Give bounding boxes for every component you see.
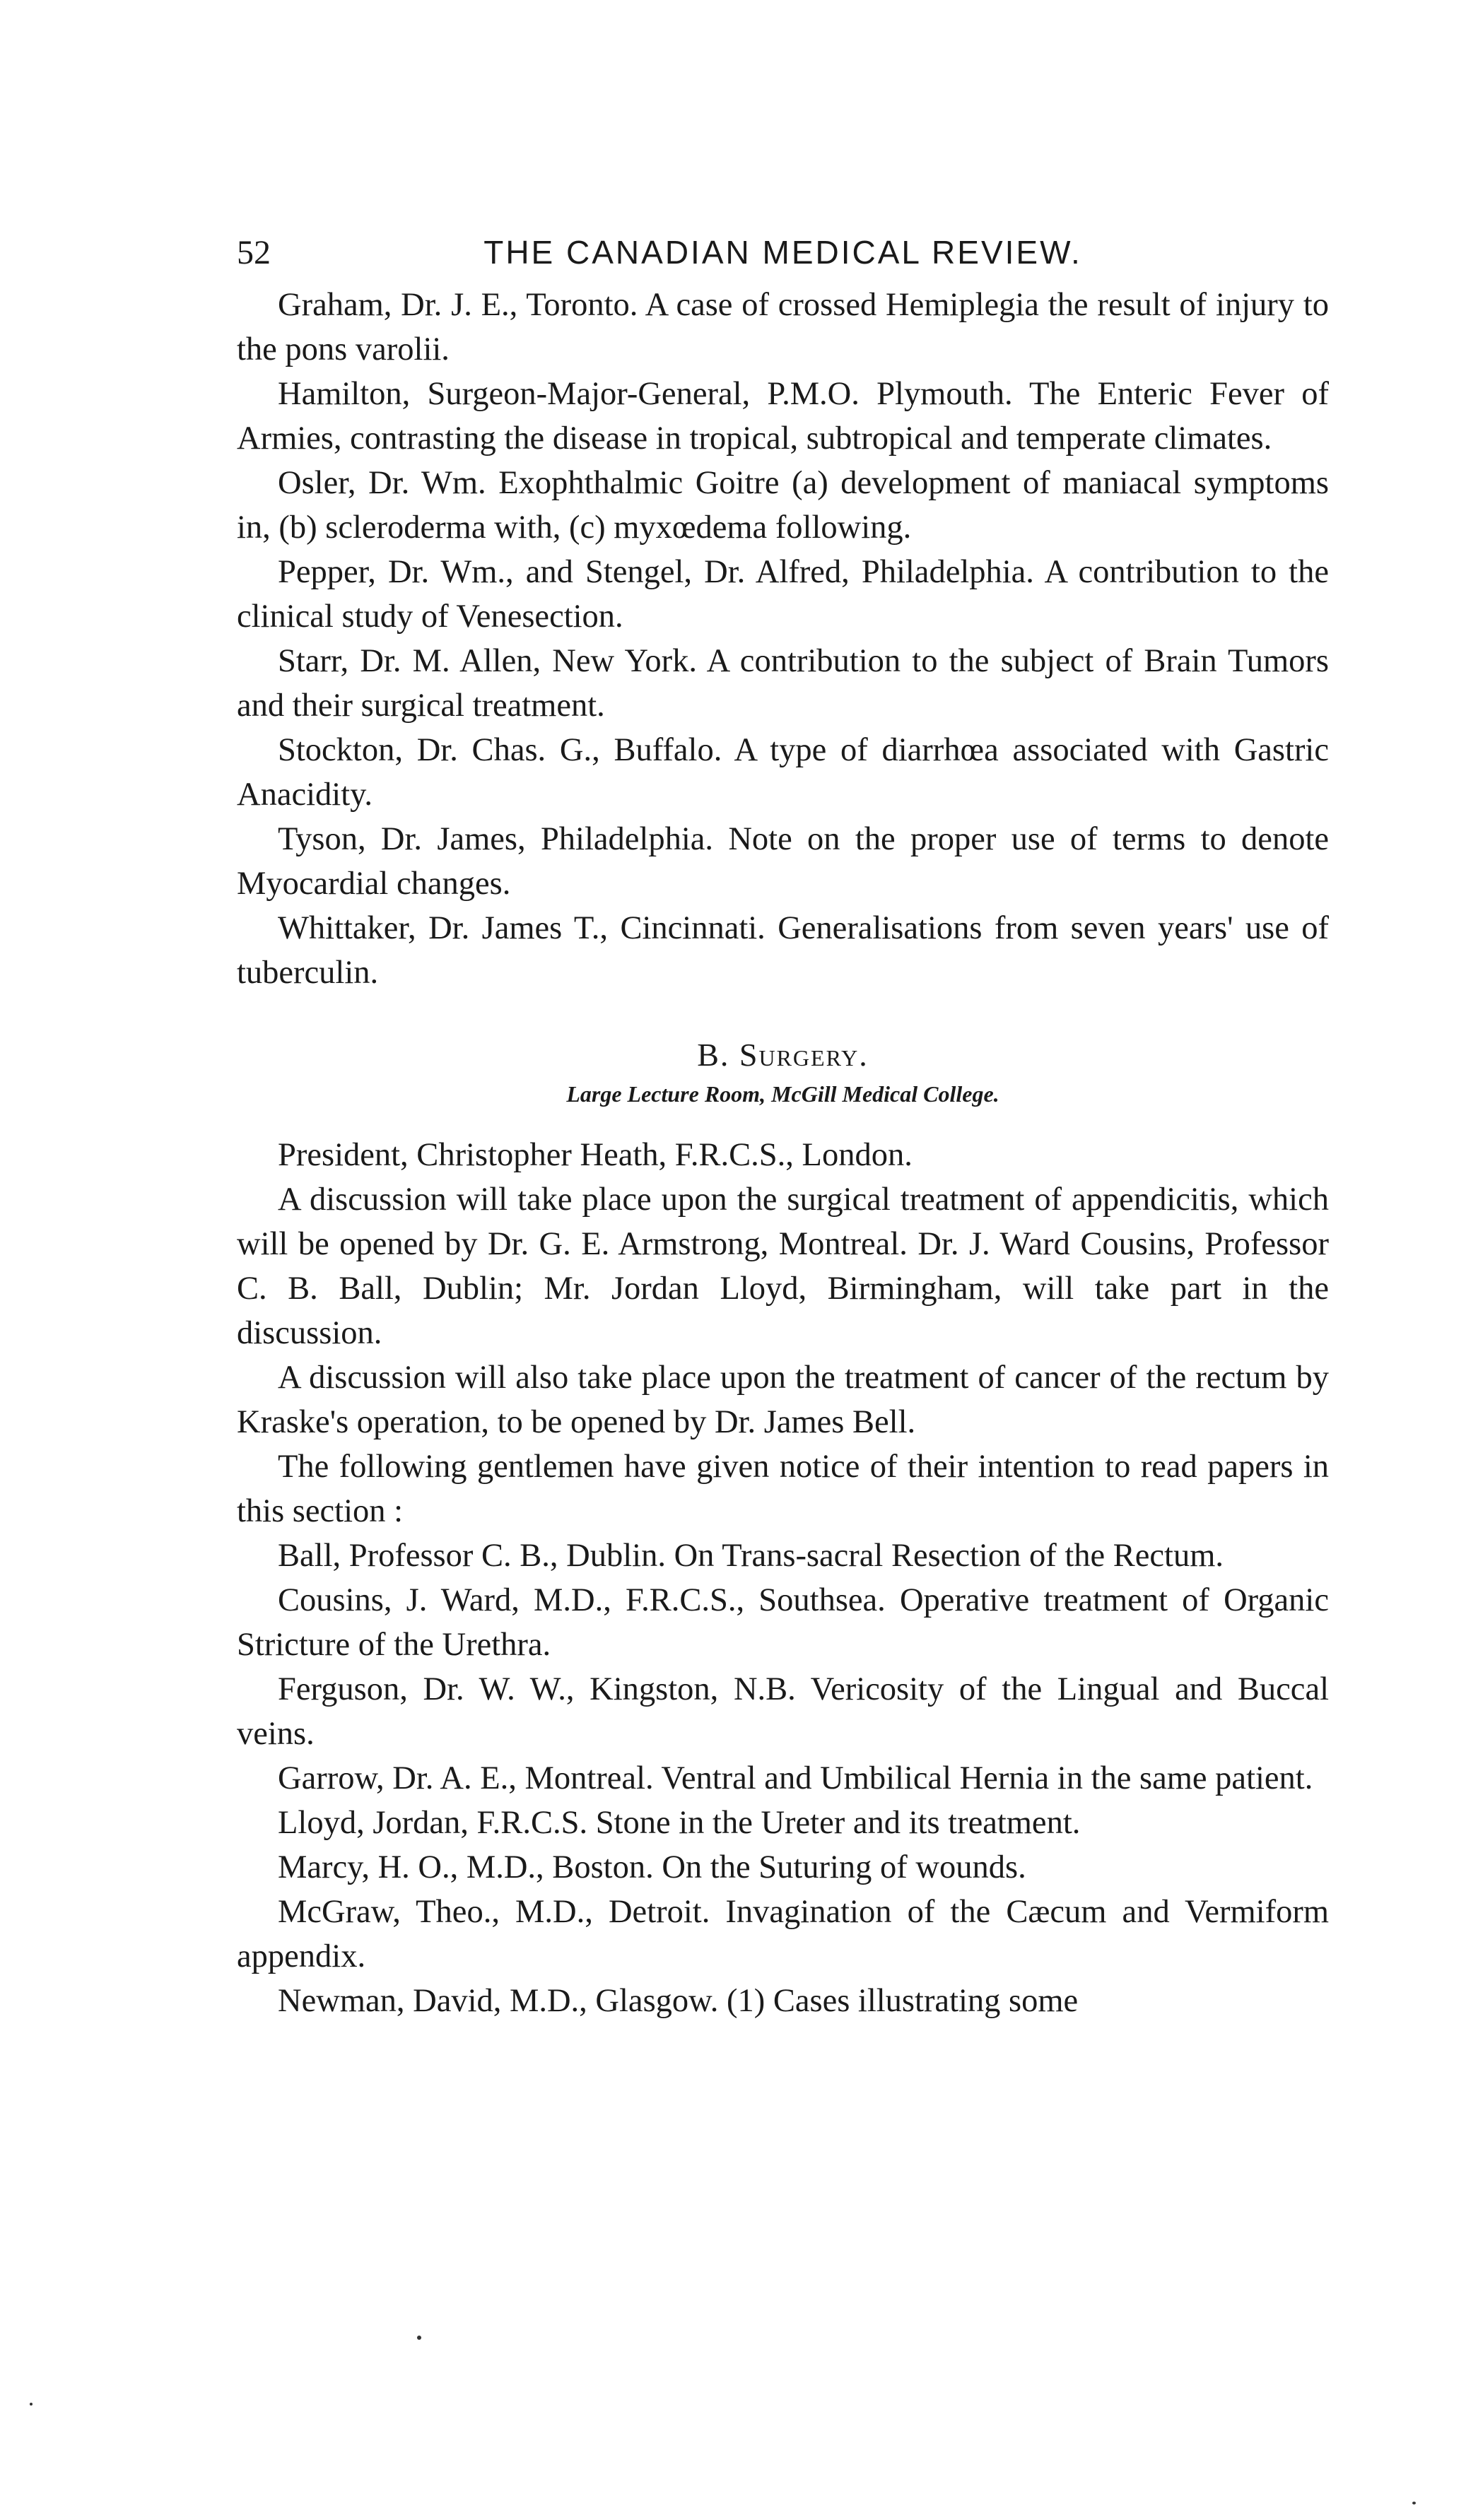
print-speck — [1412, 2502, 1416, 2504]
page-content — [237, 233, 1329, 2023]
list-item: Osler, Dr. Wm. Exophthalmic Goitre (a) development of maniacal symptoms in, (b) scleroderma with, (c) myxœdema following. — [237, 465, 1329, 546]
medicine-entries — [237, 283, 1329, 995]
list-item: Tyson, Dr. James, Philadelphia. Note on the proper use of terms to denote Myocardial changes. — [237, 821, 1329, 902]
page-number: 52 — [237, 234, 271, 271]
journal-title: THE CANADIAN MEDICAL REVIEW. — [483, 234, 1082, 271]
paragraph: The following gentlemen have given notice of their intention to read papers in this section : — [237, 1449, 1329, 1529]
print-speck — [30, 2403, 33, 2406]
list-item: Cousins, J. Ward, M.D., F.R.C.S., Southsea. Operative treatment of Organic Stricture of the Urethra. — [237, 1582, 1329, 1663]
list-item: Lloyd, Jordan, F.R.C.S. Stone in the Ureter and its treatment. — [278, 1805, 1081, 1841]
list-item: Hamilton, Surgeon-Major-General, P.M.O. Plymouth. The Enteric Fever of Armies, contrasting the disease in tropical, subtropical and temperate climates. — [237, 376, 1329, 457]
surgery-body — [237, 1133, 1329, 2023]
list-item: Marcy, H. O., M.D., Boston. On the Suturing of wounds. — [278, 1849, 1026, 1885]
paragraph: A discussion will take place upon the surgical treatment of appendicitis, which will be opened by Dr. G. E. Armstrong, Montreal. Dr. J. Ward Cousins, Professor C. B. Ball, Dublin; Mr. Jordan Lloyd, Birmingham, will take part in the discussion. — [237, 1182, 1329, 1351]
paragraph: A discussion will also take place upon the treatment of cancer of the rectum by Kraske's operation, to be opened by Dr. James Bell. — [237, 1360, 1329, 1440]
list-item: Pepper, Dr. Wm., and Stengel, Dr. Alfred, Philadelphia. A contribution to the clinical study of Venesection. — [237, 554, 1329, 635]
list-item: Whittaker, Dr. James T., Cincinnati. Generalisations from seven years' use of tuberculin. — [237, 910, 1329, 991]
section-president: President, Christopher Heath, F.R.C.S., London. — [278, 1137, 913, 1173]
section-letter: B. — [697, 1037, 730, 1073]
running-head — [237, 233, 1329, 283]
section-title: Surgery. — [739, 1037, 869, 1073]
list-item: Newman, David, M.D., Glasgow. (1) Cases illustrating some — [278, 1983, 1079, 2019]
list-item: Ferguson, Dr. W. W., Kingston, N.B. Vericosity of the Lingual and Buccal veins. — [237, 1671, 1329, 1752]
list-item: Starr, Dr. M. Allen, New York. A contribution to the subject of Brain Tumors and their surgical treatment. — [237, 643, 1329, 724]
list-item: Graham, Dr. J. E., Toronto. A case of crossed Hemiplegia the result of injury to the pons varolii. — [237, 287, 1329, 367]
section-heading-surgery — [237, 1034, 1329, 1076]
list-item: Garrow, Dr. A. E., Montreal. Ventral and Umbilical Hernia in the same patient. — [278, 1760, 1313, 1796]
list-item: Stockton, Dr. Chas. G., Buffalo. A type of diarrhœa associated with Gastric Anacidity. — [237, 732, 1329, 813]
list-item: Ball, Professor C. B., Dublin. On Trans-sacral Resection of the Rectum. — [278, 1538, 1224, 1574]
section-venue: Large Lecture Room, McGill Medical College. — [566, 1081, 999, 1107]
print-speck — [417, 2336, 421, 2340]
list-item: McGraw, Theo., M.D., Detroit. Invagination of the Cæcum and Vermiform appendix. — [237, 1894, 1329, 1974]
